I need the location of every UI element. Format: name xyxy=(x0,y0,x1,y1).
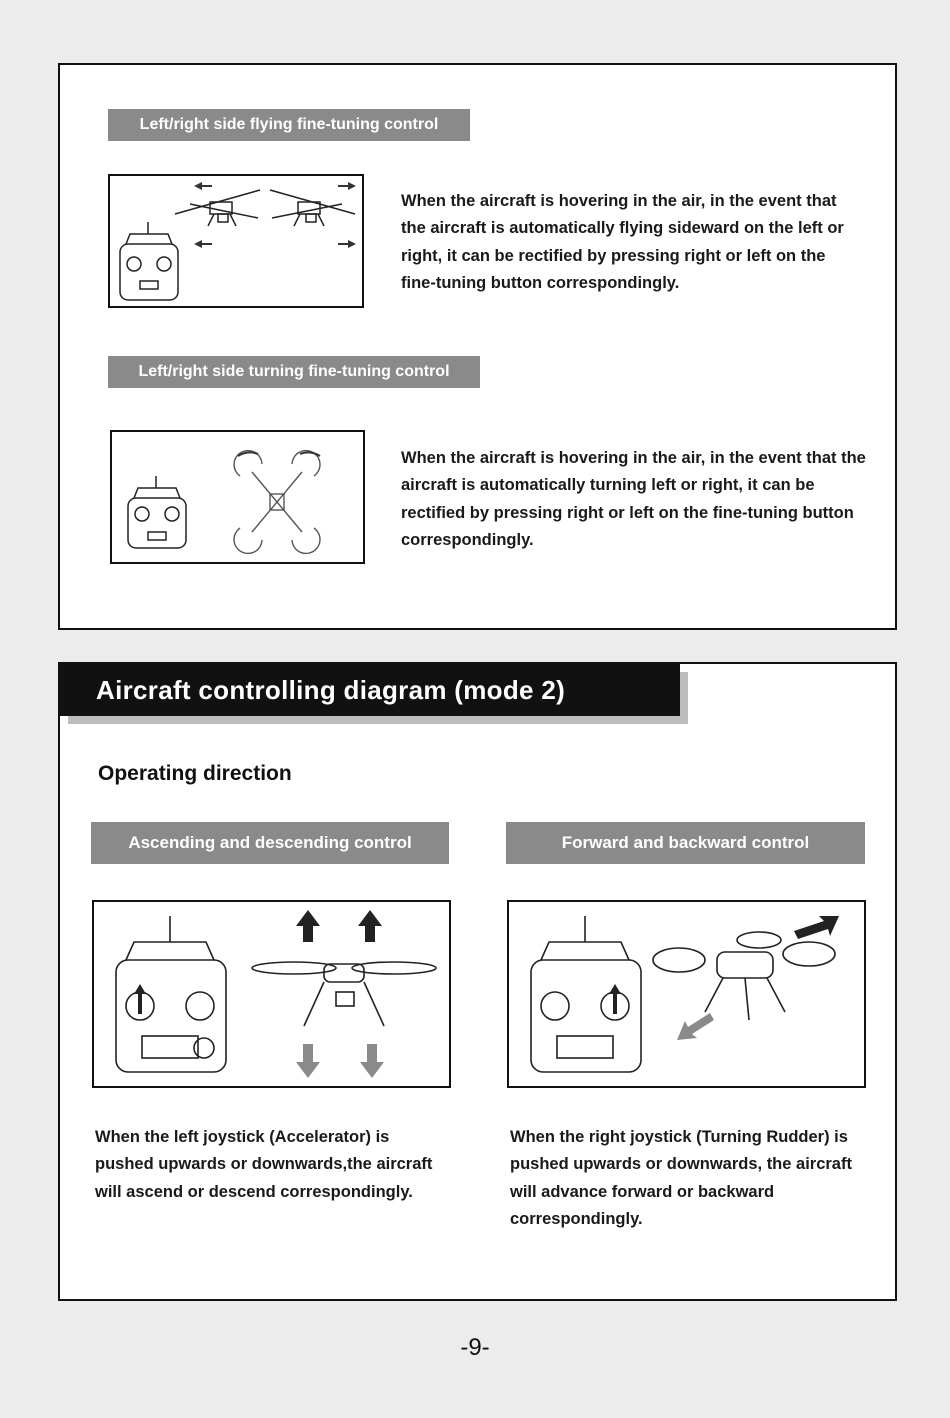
page-number: -9- xyxy=(460,1334,490,1361)
joystick-up-arrow-icon xyxy=(609,984,621,1014)
turning-fine-tuning-label: Left/right side turning fine-tuning control xyxy=(108,356,480,388)
down-arrows-icon xyxy=(296,1044,384,1078)
backward-arrow-icon xyxy=(677,1013,714,1040)
up-arrows-icon xyxy=(296,910,382,942)
flying-fine-tuning-label: Left/right side flying fine-tuning control xyxy=(108,109,470,141)
turning-fine-tuning-figure xyxy=(110,430,365,564)
forward-control-label: Forward and backward control xyxy=(506,822,865,864)
turning-fine-tuning-text: When the aircraft is hovering in the air, in the event that the aircraft is automatically turning left or right, it can be rectified by pressing right or left on the fine-tuning button correspondingly. xyxy=(401,449,866,549)
operating-direction-heading: Operating direction xyxy=(98,762,292,785)
forward-control-text: When the right joystick (Turning Rudder) is pushed upwards or downwards, the aircraft will advance forward or backward correspondingly. xyxy=(510,1128,852,1228)
section-title: Aircraft controlling diagram (mode 2) xyxy=(60,664,680,716)
drone-right-icon xyxy=(270,190,355,226)
remote-controller-icon xyxy=(116,916,226,1072)
remote-controller-icon xyxy=(128,476,186,548)
flying-fine-tuning-figure xyxy=(108,174,364,308)
ascending-control-text: When the left joystick (Accelerator) is pushed upwards or downwards,the aircraft will ascend or descend correspondingly. xyxy=(95,1128,433,1201)
joystick-up-arrow-icon xyxy=(134,984,146,1014)
remote-controller-icon xyxy=(120,222,178,300)
drone-top-view-icon xyxy=(234,451,320,554)
ascending-control-label: Ascending and descending control xyxy=(91,822,449,864)
flying-fine-tuning-text: When the aircraft is hovering in the air, in the event that the aircraft is automatically flying sideward on the left or right, it can be rectified by pressing right or left on the fine-tuning button correspondingly. xyxy=(401,192,844,292)
drone-left-icon xyxy=(175,190,260,226)
drone-side-view-icon xyxy=(252,962,436,1026)
rotation-arrows-icon xyxy=(238,452,320,456)
drone-perspective-icon xyxy=(653,932,835,1020)
fine-tuning-panel xyxy=(58,63,897,630)
remote-controller-icon xyxy=(531,916,641,1072)
controlling-diagram-panel xyxy=(58,662,897,1301)
ascending-control-figure xyxy=(92,900,451,1088)
forward-control-figure xyxy=(507,900,866,1088)
forward-arrow-icon xyxy=(794,916,839,939)
